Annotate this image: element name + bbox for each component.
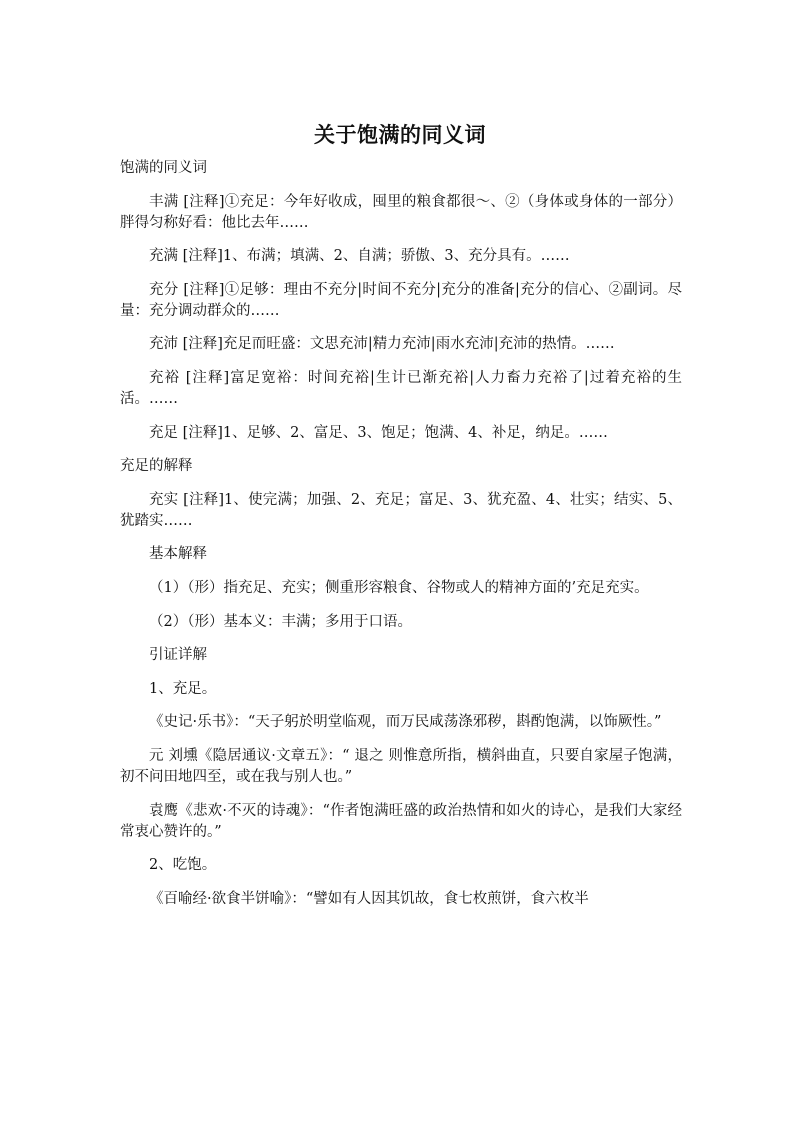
paragraph: 充裕 [注释]富足宽裕：时间充裕|生计已渐充裕|人力畜力充裕了|过着充裕的生活。…… (120, 369, 682, 407)
paragraph: 丰满 [注释]①充足：今年好收成，囤里的粮食都很～、②（身体或身体的一部分）胖得匀称好看：他比去年…… (120, 193, 682, 231)
list-item: 2、吃饱。 (149, 857, 217, 874)
paragraph: 充沛 [注释]充足而旺盛：文思充沛|精力充沛|雨水充沛|充沛的热情。…… (149, 336, 615, 353)
section-heading: 充足的解释 (120, 458, 193, 475)
paragraph: （2）（形）基本义：丰满；多用于口语。 (149, 613, 412, 630)
paragraph: 充分 [注释]①足够：理由不充分|时间不充分|充分的准备|充分的信心、②副词。尽量：充分调动群众的…… (120, 281, 682, 319)
paragraph: 充实 [注释]1、使完满；加强、2、充足；富足、3、犹充盈、4、壮实；结实、5、犹踏实…… (120, 491, 682, 529)
citation-paragraph: 《百喻经·欲食半饼喻》：“譬如有人因其饥故，食七枚煎饼，食六枚半 (149, 890, 589, 907)
list-item: 1、充足。 (149, 680, 217, 697)
section-heading: 引证详解 (149, 647, 207, 664)
paragraph: 充足 [注释]1、足够、2、富足、3、饱足；饱满、4、补足，纳足。…… (149, 424, 608, 441)
citation-paragraph: 元 刘壎《隐居通议·文章五》：“ 退之 则惟意所指，横斜曲直，只要自家屋子饱满，初不问田地四至，或在我与别人也。” (120, 747, 682, 785)
page-title: 关于饱满的同义词 (314, 123, 486, 147)
section-heading: 饱满的同义词 (120, 160, 207, 176)
section-heading: 基本解释 (149, 546, 207, 563)
citation-paragraph: 袁鹰《悲欢·不灭的诗魂》：“作者饱满旺盛的政治热情和如火的诗心，是我们大家经常衷心赞许的。” (120, 802, 682, 840)
paragraph: （1）（形）指充足、充实；侧重形容粮食、谷物或人的精神方面的’充足充实。 (149, 579, 649, 596)
citation-paragraph: 《史记·乐书》：“天子躬於明堂临观，而万民咸荡涤邪秽，斟酌饱满，以饰厥性。” (149, 714, 662, 731)
paragraph: 充满 [注释]1、布满；填满、2、自满；骄傲、3、充分具有。…… (149, 248, 570, 265)
document-body (120, 158, 682, 922)
